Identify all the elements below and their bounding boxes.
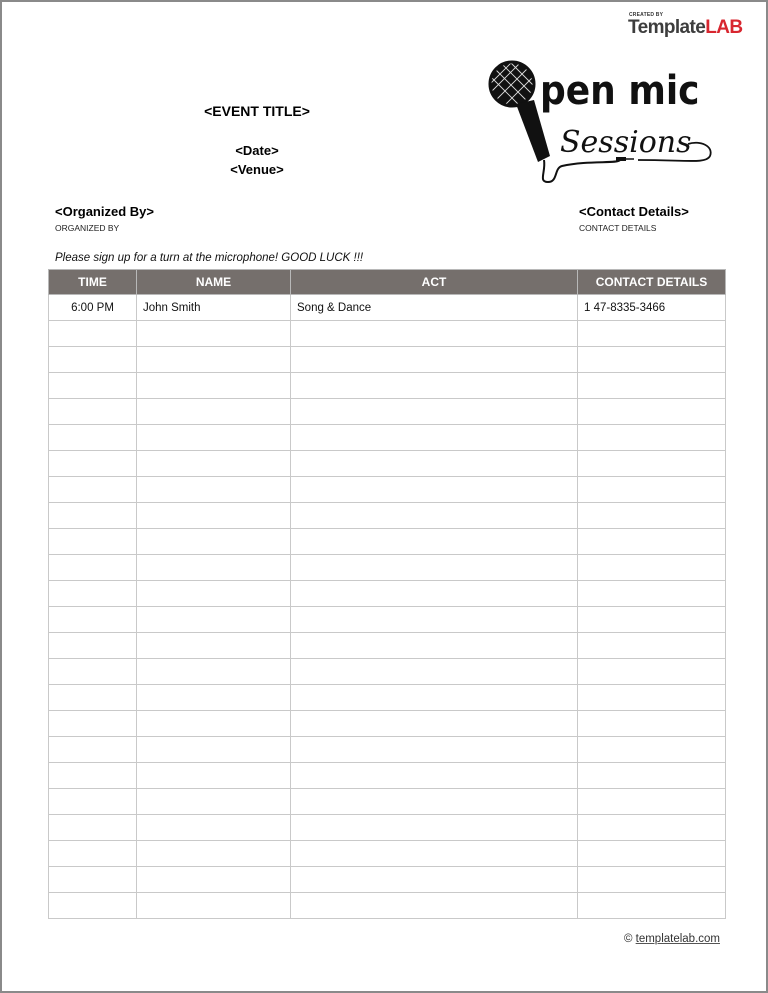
cell-act[interactable]: [291, 581, 578, 607]
cell-contact[interactable]: [578, 555, 726, 581]
cell-contact[interactable]: [578, 399, 726, 425]
cell-name[interactable]: [137, 529, 291, 555]
cell-name[interactable]: [137, 711, 291, 737]
cell-act[interactable]: [291, 737, 578, 763]
event-venue: <Venue>: [230, 162, 284, 177]
column-header-act: ACT: [291, 270, 578, 295]
cell-act[interactable]: [291, 685, 578, 711]
cell-name[interactable]: [137, 425, 291, 451]
cell-contact[interactable]: [578, 503, 726, 529]
table-row: [49, 373, 726, 399]
cell-time[interactable]: [49, 893, 137, 919]
brand-name-part1: Template: [628, 17, 706, 38]
copyright-icon: ©: [623, 933, 633, 945]
templatelab-brand-logo: [628, 12, 760, 42]
column-header-name: NAME: [137, 270, 291, 295]
table-row: [49, 321, 726, 347]
cell-act[interactable]: [291, 763, 578, 789]
svg-text:pen mic: pen mic: [540, 68, 700, 114]
table-row: [49, 659, 726, 685]
cell-name[interactable]: [137, 451, 291, 477]
cell-contact[interactable]: [578, 789, 726, 815]
cell-name[interactable]: [137, 633, 291, 659]
table-row: [49, 841, 726, 867]
cell-contact[interactable]: [578, 763, 726, 789]
table-row: [49, 763, 726, 789]
cell-contact[interactable]: [578, 685, 726, 711]
cell-act[interactable]: [291, 503, 578, 529]
cell-time[interactable]: [49, 633, 137, 659]
cell-name[interactable]: [137, 399, 291, 425]
table-row: [49, 529, 726, 555]
cell-contact[interactable]: [578, 529, 726, 555]
cell-time[interactable]: [49, 451, 137, 477]
cell-time[interactable]: [49, 659, 137, 685]
cell-contact[interactable]: [578, 321, 726, 347]
cell-time[interactable]: [49, 789, 137, 815]
cell-name[interactable]: [137, 893, 291, 919]
cell-act[interactable]: [291, 529, 578, 555]
cell-time[interactable]: [49, 503, 137, 529]
signup-instruction: Please sign up for a turn at the microphone! GOOD LUCK !!!: [55, 252, 364, 264]
table-row: [49, 633, 726, 659]
microphone-icon: [488, 60, 728, 186]
cell-act[interactable]: [291, 815, 578, 841]
cell-contact[interactable]: [578, 737, 726, 763]
contact-details-value: <Contact Details>: [579, 204, 689, 219]
cell-name[interactable]: [137, 347, 291, 373]
cell-name[interactable]: [137, 867, 291, 893]
table-row: [49, 477, 726, 503]
cell-act[interactable]: [291, 321, 578, 347]
brand-name: [628, 17, 742, 39]
cell-name[interactable]: [137, 815, 291, 841]
cell-time[interactable]: [49, 607, 137, 633]
cell-contact[interactable]: [578, 867, 726, 893]
table-body: [49, 295, 726, 919]
open-mic-sessions-logo: [488, 60, 728, 186]
cell-time[interactable]: [49, 581, 137, 607]
table-row: [49, 555, 726, 581]
cell-act[interactable]: [291, 659, 578, 685]
cell-time[interactable]: [49, 737, 137, 763]
table-row: [49, 893, 726, 919]
cell-act[interactable]: [291, 607, 578, 633]
cell-contact[interactable]: 1 47-8335-3466: [578, 295, 726, 321]
column-header-time: TIME: [49, 270, 137, 295]
cell-contact[interactable]: [578, 347, 726, 373]
cell-name[interactable]: [137, 373, 291, 399]
cell-act[interactable]: [291, 451, 578, 477]
templatelab-link[interactable]: templatelab.com: [635, 933, 720, 945]
cell-act[interactable]: [291, 399, 578, 425]
cell-time[interactable]: [49, 477, 137, 503]
cell-act[interactable]: [291, 711, 578, 737]
cell-time[interactable]: [49, 555, 137, 581]
table-row: [49, 295, 726, 321]
cell-name[interactable]: [137, 659, 291, 685]
cell-time[interactable]: [49, 841, 137, 867]
table-row: [49, 685, 726, 711]
cell-contact[interactable]: [578, 893, 726, 919]
table-header-row: [49, 270, 726, 295]
table-row: [49, 503, 726, 529]
organized-by-label: ORGANIZED BY: [55, 223, 120, 233]
cell-act[interactable]: [291, 555, 578, 581]
cell-time[interactable]: [49, 529, 137, 555]
cell-contact[interactable]: [578, 633, 726, 659]
cell-time[interactable]: [49, 763, 137, 789]
cell-name[interactable]: [137, 321, 291, 347]
created-by-label: CREATED BY: [629, 12, 664, 18]
cell-name[interactable]: [137, 581, 291, 607]
cell-contact[interactable]: [578, 425, 726, 451]
cell-name[interactable]: [137, 789, 291, 815]
cell-contact[interactable]: [578, 607, 726, 633]
contact-details-label: CONTACT DETAILS: [579, 223, 657, 233]
cell-time[interactable]: [49, 347, 137, 373]
cell-time[interactable]: [49, 815, 137, 841]
table-row: [49, 867, 726, 893]
cell-time[interactable]: 6:00 PM: [49, 295, 137, 321]
cell-act[interactable]: [291, 789, 578, 815]
table-row: [49, 581, 726, 607]
table-row: [49, 607, 726, 633]
table-row: [49, 815, 726, 841]
event-date: <Date>: [235, 143, 279, 158]
cell-name[interactable]: [137, 503, 291, 529]
cell-act[interactable]: [291, 477, 578, 503]
table-row: [49, 789, 726, 815]
cell-name[interactable]: [137, 477, 291, 503]
table-row: [49, 347, 726, 373]
cell-time[interactable]: [49, 867, 137, 893]
footer-copyright: [624, 933, 720, 945]
table-row: [49, 425, 726, 451]
cell-time[interactable]: [49, 373, 137, 399]
brand-name-part2: LAB: [705, 17, 743, 38]
cell-name[interactable]: [137, 737, 291, 763]
cell-contact[interactable]: [578, 451, 726, 477]
cell-contact[interactable]: [578, 581, 726, 607]
cell-contact[interactable]: [578, 659, 726, 685]
table-row: [49, 737, 726, 763]
cell-name[interactable]: [137, 555, 291, 581]
table-row: [49, 451, 726, 477]
cell-contact[interactable]: [578, 373, 726, 399]
cell-act[interactable]: [291, 893, 578, 919]
cell-name[interactable]: [137, 763, 291, 789]
signup-table: [48, 269, 726, 919]
table-row: [49, 711, 726, 737]
cell-act[interactable]: [291, 425, 578, 451]
cell-time[interactable]: [49, 711, 137, 737]
cell-time[interactable]: [49, 685, 137, 711]
cell-contact[interactable]: [578, 477, 726, 503]
cell-name[interactable]: John Smith: [137, 295, 291, 321]
cell-contact[interactable]: [578, 841, 726, 867]
cell-act[interactable]: [291, 867, 578, 893]
event-title: <EVENT TITLE>: [204, 103, 310, 119]
cell-act[interactable]: [291, 347, 578, 373]
cell-name[interactable]: [137, 607, 291, 633]
cell-name[interactable]: [137, 685, 291, 711]
svg-text:Sessions: Sessions: [560, 125, 692, 160]
cell-contact[interactable]: [578, 815, 726, 841]
cell-time[interactable]: [49, 425, 137, 451]
cell-time[interactable]: [49, 399, 137, 425]
cell-act[interactable]: [291, 373, 578, 399]
cell-name[interactable]: [137, 841, 291, 867]
column-header-contact: CONTACT DETAILS: [578, 270, 726, 295]
cell-act[interactable]: [291, 841, 578, 867]
cell-act[interactable]: Song & Dance: [291, 295, 578, 321]
cell-time[interactable]: [49, 321, 137, 347]
cell-contact[interactable]: [578, 711, 726, 737]
organized-by-value: <Organized By>: [55, 204, 154, 219]
cell-act[interactable]: [291, 633, 578, 659]
table-row: [49, 399, 726, 425]
